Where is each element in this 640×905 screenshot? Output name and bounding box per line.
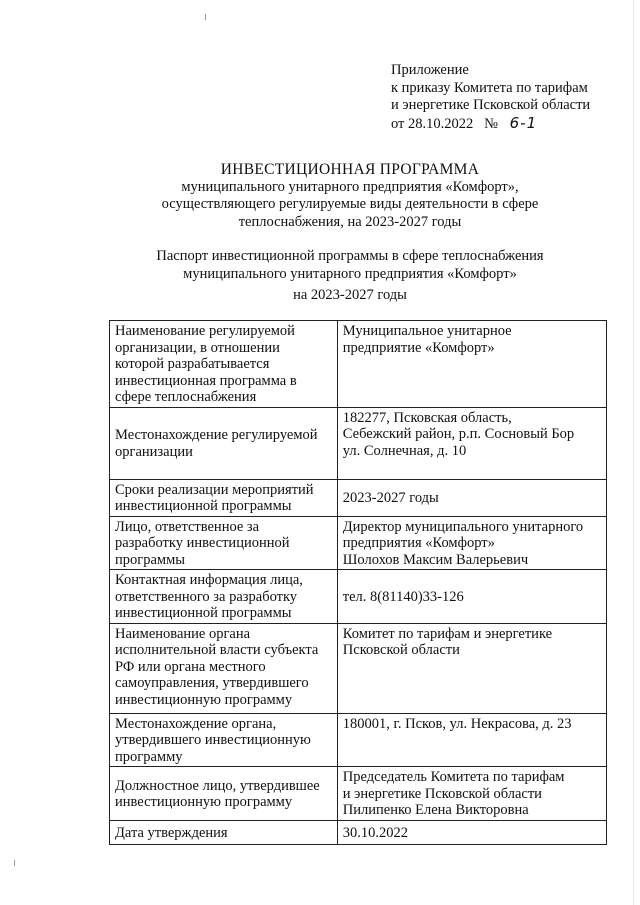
- table-row: [110, 713, 607, 767]
- appendix-committee: и энергетике Псковской области: [391, 97, 591, 113]
- passport-title-block: [90, 248, 610, 305]
- program-subtitle-3: теплоснабжения, на 2023-2027 годы: [238, 213, 462, 230]
- table-cell-label: [110, 821, 338, 845]
- cell-label-line: организации: [115, 443, 193, 460]
- appendix-date-number: [391, 115, 631, 134]
- cell-value-line: Комитет по тарифам и энергетике: [342, 625, 553, 642]
- cell-value-line: Председатель Комитета по тарифам: [342, 769, 565, 785]
- table-cell-label: [110, 713, 338, 767]
- appendix-number-label: №: [484, 115, 498, 132]
- passport-table: [109, 320, 607, 845]
- passport-title-1: Паспорт инвестиционной программы в сфере теплоснабжения: [156, 248, 544, 264]
- cell-value-line: тел. 8(81140)33-126: [342, 588, 464, 605]
- table-row: [110, 479, 607, 516]
- table-cell-label: [110, 479, 338, 516]
- cell-value-line: Псковской области: [342, 642, 460, 658]
- cell-label-line: ответственного за разработку: [115, 588, 298, 605]
- scan-edge: [633, 0, 634, 905]
- cell-label-line: Дата утверждения: [115, 824, 228, 841]
- table-cell-label: [110, 767, 338, 821]
- table-cell-label: [110, 570, 338, 624]
- passport-title-3: на 2023-2027 годы: [293, 287, 407, 303]
- cell-value-line: 182277, Псковская область,: [342, 409, 512, 426]
- table-row: [110, 407, 607, 479]
- table-cell-label: [110, 623, 338, 713]
- cell-label-line: инвестиционной программы: [115, 498, 292, 514]
- cell-value-line: ул. Солнечная, д. 10: [342, 442, 467, 459]
- passport-table-body: [110, 321, 607, 845]
- appendix-number-handwritten: 6-1: [509, 113, 538, 132]
- cell-value-line: Директор муниципального унитарного: [342, 518, 584, 535]
- cell-label-line: РФ или органа местного: [115, 658, 266, 675]
- cell-value-line: предприятие «Комфорт»: [342, 339, 495, 356]
- cell-label-line: Лицо, ответственное за: [115, 518, 260, 535]
- cell-label-line: Местонахождение органа,: [115, 715, 277, 732]
- scan-speck: [14, 860, 15, 866]
- table-row: [110, 570, 607, 624]
- table-row: [110, 623, 607, 713]
- cell-value-line: 30.10.2022: [342, 824, 409, 841]
- cell-label-line: Наименование органа: [115, 625, 251, 642]
- cell-value-line: 2023-2027 годы: [342, 489, 439, 506]
- table-row: [110, 767, 607, 821]
- program-subtitle-2: осуществляющего регулируемые виды деятельности в сфере: [161, 196, 539, 212]
- cell-label-line: Сроки реализации мероприятий: [115, 481, 314, 498]
- cell-label-line: Должностное лицо, утвердившее: [115, 777, 320, 794]
- table-row: [110, 821, 607, 845]
- cell-label-line: программу: [115, 748, 183, 765]
- cell-label-line: инвестиционную программу: [115, 794, 293, 810]
- table-cell-value: [337, 479, 606, 516]
- cell-value-line: и энергетике Псковской области: [342, 785, 542, 802]
- table-cell-value: [337, 321, 606, 408]
- cell-value-line: Шолохов Максим Валерьевич: [342, 551, 529, 568]
- table-cell-label: [110, 407, 338, 479]
- cell-value-line: Муниципальное унитарное: [342, 323, 512, 339]
- cell-label-line: исполнительной власти субъекта: [115, 642, 319, 658]
- program-title-block: [90, 161, 610, 231]
- table-cell-value: [337, 821, 606, 845]
- cell-label-line: Местонахождение регулируемой: [115, 427, 318, 443]
- cell-label-line: утвердившего инвестиционную: [115, 732, 311, 748]
- scan-speck: [205, 14, 206, 20]
- cell-label-line: разработку инвестиционной: [115, 535, 290, 551]
- program-subtitle-1: муниципального унитарного предприятия «Комфорт»,: [181, 178, 519, 195]
- table-cell-value: [337, 407, 606, 479]
- cell-value-line: 180001, г. Псков, ул. Некрасова, д. 23: [342, 715, 572, 732]
- cell-label-line: Наименование регулируемой: [115, 323, 295, 339]
- table-cell-value: [337, 623, 606, 713]
- cell-label-line: самоуправления, утвердившего: [115, 675, 309, 691]
- cell-label-line: организации, в отношении: [115, 339, 280, 356]
- cell-label-line: инвестиционной программы: [115, 605, 292, 621]
- table-cell-value: [337, 713, 606, 767]
- program-title: ИНВЕСТИЦИОННАЯ ПРОГРАММА: [220, 161, 480, 178]
- table-cell-value: [337, 516, 606, 570]
- cell-label-line: инвестиционную программу: [115, 691, 293, 708]
- cell-label-line: которой разрабатывается: [115, 356, 270, 372]
- cell-label-line: программы: [115, 551, 185, 568]
- cell-label-line: сфере теплоснабжения: [115, 389, 257, 405]
- appendix-order-ref: к приказу Комитета по тарифам: [391, 79, 588, 96]
- table-row: [110, 321, 607, 408]
- table-cell-label: [110, 516, 338, 570]
- passport-title-2: муниципального унитарного предприятия «Комфорт»: [183, 265, 517, 282]
- cell-value-line: предприятия «Комфорт»: [342, 535, 495, 551]
- appendix-block: [391, 62, 631, 133]
- table-cell-value: [337, 570, 606, 624]
- table-row: [110, 516, 607, 570]
- cell-label-line: Контактная информация лица,: [115, 572, 303, 588]
- cell-value-line: Себежский район, р.п. Сосновый Бор: [342, 426, 575, 442]
- table-cell-label: [110, 321, 338, 408]
- appendix-date: от 28.10.2022: [391, 115, 474, 132]
- cell-value-line: Пилипенко Елена Викторовна: [342, 802, 529, 818]
- appendix-heading: Приложение: [391, 62, 469, 78]
- cell-label-line: инвестиционная программа в: [115, 372, 297, 389]
- table-cell-value: [337, 767, 606, 821]
